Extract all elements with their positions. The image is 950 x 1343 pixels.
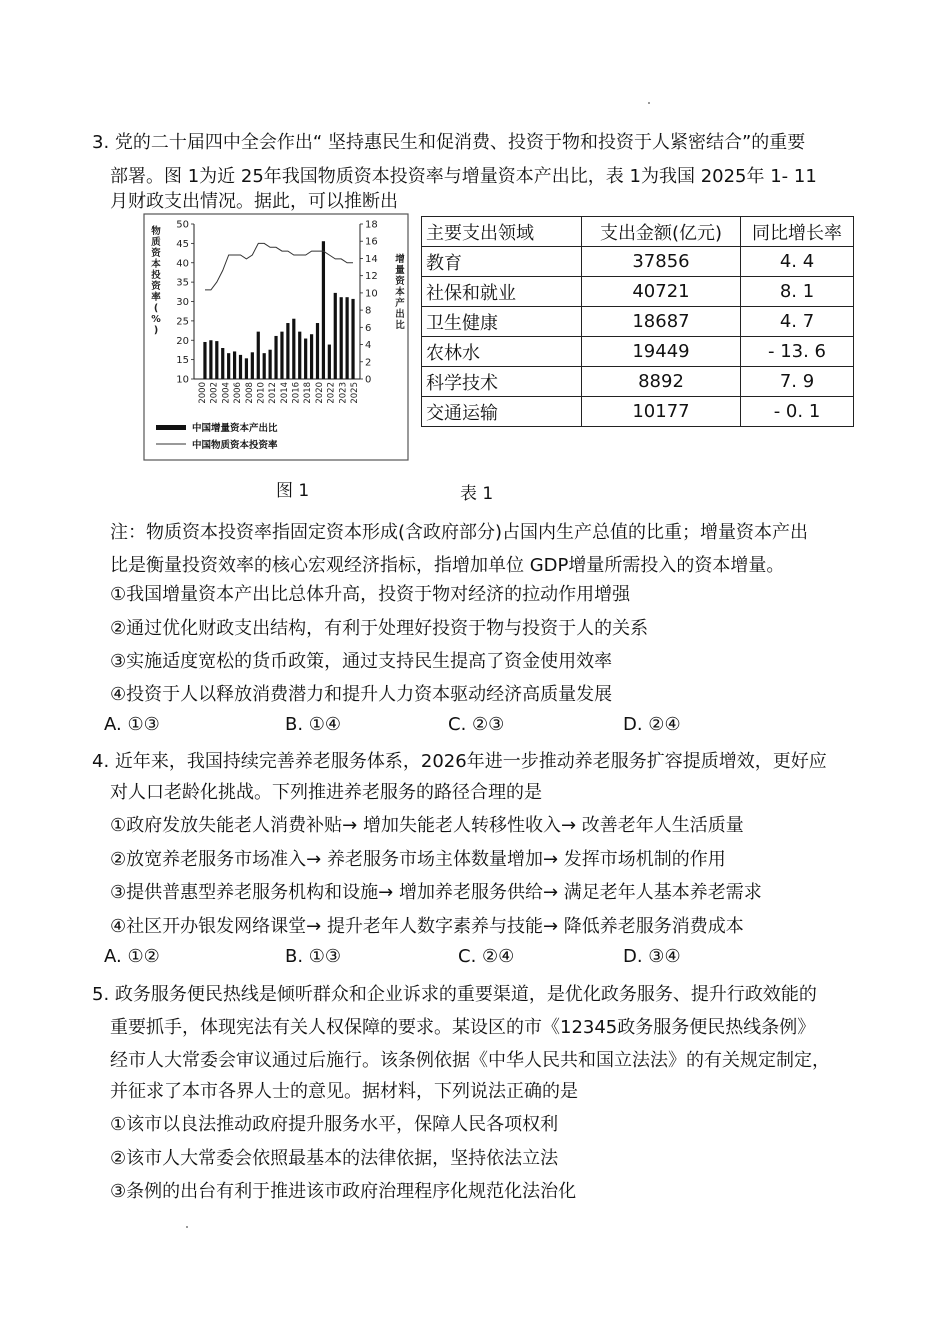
bar-icor <box>298 332 301 379</box>
bar-icor <box>263 353 266 379</box>
q5-statement-1: ①该市以良法推动政府提升服务水平，保障人民各项权利 <box>110 1114 559 1135</box>
x-tick-label: 2002 <box>209 382 220 404</box>
q3-stem-line: 部署。图 1为近 25年我国物质资本投资率与增量资本产出比，表 1为我国 2025年 1- 11 <box>110 166 817 187</box>
x-tick-label: 2022 <box>326 381 337 404</box>
right-axis-title-char: 量 <box>395 265 405 276</box>
left-tick-label: 20 <box>176 335 189 347</box>
right-tick-label: 18 <box>365 219 378 231</box>
right-tick-label: 6 <box>365 322 372 334</box>
left-axis-title-char: 率 <box>151 292 161 303</box>
left-tick-label: 40 <box>176 258 189 270</box>
q3-option-a[interactable]: A. ①③ <box>104 714 160 735</box>
bar-icor <box>245 358 248 379</box>
table-cell: 交通运输 <box>422 397 582 427</box>
x-tick-label: 2018 <box>303 381 314 404</box>
bar-icor <box>269 350 272 379</box>
bar-icor <box>257 332 260 379</box>
x-tick-label: 2008 <box>244 382 255 404</box>
x-tick-label: 2014 <box>279 381 290 404</box>
left-tick-label: 35 <box>176 277 189 289</box>
table-row <box>422 247 854 277</box>
table-cell: 农林水 <box>422 337 582 367</box>
table-cell: 社保和就业 <box>422 277 582 307</box>
q4-option-a[interactable]: A. ①② <box>104 946 160 967</box>
left-tick-label: 25 <box>176 316 189 328</box>
right-axis-title-char: 比 <box>395 320 405 331</box>
q5-stem-line: 并征求了本市各界人士的意见。据材料，下列说法正确的是 <box>110 1081 578 1102</box>
bar-icor <box>215 341 218 379</box>
table-cell: 4. 4 <box>741 247 854 277</box>
bar-icor <box>209 340 212 379</box>
x-tick-label: 2010 <box>256 382 267 404</box>
bar-icor <box>227 353 230 379</box>
table-cell: 4. 7 <box>741 307 854 337</box>
left-axis-title-char: 质 <box>151 237 161 248</box>
table-caption: 表 1 <box>460 484 494 504</box>
scan-dot <box>648 102 650 104</box>
right-tick-label: 2 <box>365 357 372 369</box>
table-cell: - 0. 1 <box>741 397 854 427</box>
line-investment-rate <box>205 243 353 290</box>
q3-statement-4: ④投资于人以释放消费潜力和提升人力资本驱动经济高质量发展 <box>110 684 613 705</box>
x-tick-label: 2000 <box>198 382 208 404</box>
left-axis-title-char: 本 <box>151 259 161 270</box>
left-axis-title-char: % <box>151 314 161 325</box>
q4-statement-3: ③提供普惠型养老服务机构和设施→ 增加养老服务供给→ 满足老年人基本养老需求 <box>110 882 762 903</box>
table-row <box>422 337 854 367</box>
q3-option-d[interactable]: D. ②④ <box>623 714 681 735</box>
bar-icor <box>233 351 236 379</box>
right-axis-title-char: 本 <box>395 287 405 298</box>
right-axis-title-char: 增 <box>395 254 405 265</box>
bar-icor <box>286 323 289 379</box>
table-cell: 18687 <box>582 307 741 337</box>
q4-option-d[interactable]: D. ③④ <box>623 946 681 967</box>
table-row <box>422 277 854 307</box>
bar-icor <box>346 297 349 379</box>
table-row <box>422 397 854 427</box>
legend-bar-swatch <box>156 425 186 430</box>
bar-icor <box>310 334 313 379</box>
q3-stem-line: 3. 党的二十届四中全会作出“ 坚持惠民生和促消费、投资于物和投资于人紧密结合”的重要 <box>92 132 806 153</box>
left-tick-label: 15 <box>176 355 189 367</box>
right-tick-label: 8 <box>365 305 372 317</box>
x-tick-label: 2012 <box>268 382 279 404</box>
right-tick-label: 10 <box>365 288 378 300</box>
q5-statement-3: ③条例的出台有利于推进该市政府治理程序化规范化法治化 <box>110 1181 577 1202</box>
table-1 <box>421 216 854 427</box>
table-cell: 37856 <box>582 247 741 277</box>
right-tick-label: 0 <box>365 374 372 386</box>
q3-stem-line: 月财政支出情况。据此，可以推断出 <box>110 191 398 212</box>
right-axis-title-char: 产 <box>395 298 405 309</box>
left-axis-title-char: 物 <box>151 226 161 237</box>
q3-statement-1: ①我国增量资本产出比总体升高，投资于物对经济的拉动作用增强 <box>110 584 631 605</box>
bar-icor <box>351 299 354 379</box>
x-tick-label: 2023 <box>338 381 349 404</box>
table-cell: - 13. 6 <box>741 337 854 367</box>
bar-icor <box>280 332 283 379</box>
right-axis-title-char: 出 <box>395 309 405 320</box>
table-cell: 科学技术 <box>422 367 582 397</box>
table-header-cell: 同比增长率 <box>741 217 854 247</box>
bar-icor <box>304 339 307 379</box>
bar-icor <box>340 297 343 379</box>
q5-stem-line: 经市人大常委会审议通过后施行。该条例依据《中华人民共和国立法法》的有关规定制定， <box>110 1050 830 1071</box>
legend-line-label: 中国物质资本投资率 <box>192 440 278 451</box>
right-tick-label: 4 <box>365 340 372 352</box>
bar-icor <box>251 352 254 379</box>
bar-icor <box>221 348 224 379</box>
left-tick-label: 50 <box>176 219 189 231</box>
q3-note-line: 注：物质资本投资率指固定资本形成(含政府部分)占国内生产总值的比重；增量资本产出 <box>110 522 809 543</box>
figure-caption: 图 1 <box>276 481 310 501</box>
q5-stem-line: 重要抓手，体现宪法有关人权保障的要求。某设区的市《12345政务服务便民热线条例》 <box>110 1017 816 1038</box>
left-tick-label: 10 <box>176 374 189 386</box>
left-tick-label: 30 <box>176 297 189 308</box>
q3-statement-2: ②通过优化财政支出结构，有利于处理好投资于物与投资于人的关系 <box>110 618 649 639</box>
left-axis-title-char: 资 <box>151 248 161 259</box>
left-axis-title-char: 资 <box>151 281 161 292</box>
q4-statement-2: ②放宽养老服务市场准入→ 养老服务市场主体数量增加→ 发挥市场机制的作用 <box>110 849 726 870</box>
x-tick-label: 2004 <box>221 382 232 404</box>
table-cell: 8892 <box>582 367 741 397</box>
table-row <box>422 367 854 397</box>
q4-option-b[interactable]: B. ①③ <box>285 946 342 967</box>
right-tick-label: 12 <box>365 271 378 283</box>
q3-note-line: 比是衡量投资效率的核心宏观经济指标，指增加单位 GDP增量所需投入的资本增量。 <box>110 555 785 576</box>
table-cell: 19449 <box>582 337 741 367</box>
q3-option-c[interactable]: C. ②③ <box>448 714 505 735</box>
left-axis-title-char: 投 <box>151 270 161 281</box>
q5-stem-line: 5. 政务服务便民热线是倾听群众和企业诉求的重要渠道，是优化政务服务、提升行政效能的 <box>92 984 817 1005</box>
scan-dot <box>186 1226 188 1228</box>
right-tick-label: 16 <box>365 236 378 248</box>
left-axis-title-char: ) <box>153 325 159 336</box>
q4-option-c[interactable]: C. ②④ <box>458 946 515 967</box>
q3-statement-3: ③实施适度宽松的货币政策，通过支持民生提高了资金使用效率 <box>110 651 613 672</box>
x-tick-label: 2016 <box>291 381 302 404</box>
bar-icor <box>322 241 325 379</box>
table-header-cell: 主要支出领域 <box>422 217 582 247</box>
table-cell: 10177 <box>582 397 741 427</box>
table-cell: 7. 9 <box>741 367 854 397</box>
table-header-row <box>422 217 854 247</box>
x-tick-label: 2025 <box>350 382 360 404</box>
table-cell: 卫生健康 <box>422 307 582 337</box>
bar-icor <box>203 342 206 379</box>
table-cell: 教育 <box>422 247 582 277</box>
bar-icor <box>274 336 277 379</box>
x-tick-label: 2020 <box>314 381 325 404</box>
x-tick-label: 2006 <box>233 382 244 404</box>
q4-stem-line: 4. 近年来，我国持续完善养老服务体系，2026年进一步推动养老服务扩容提质增效，更好应 <box>92 751 827 772</box>
table-header-cell: 支出金额(亿元) <box>582 217 741 247</box>
table-cell: 8. 1 <box>741 277 854 307</box>
right-axis-title-char: 资 <box>395 276 405 287</box>
right-tick-label: 14 <box>365 253 378 265</box>
bar-icor <box>292 319 295 379</box>
q5-statement-2: ②该市人大常委会依照最基本的法律依据，坚持依法立法 <box>110 1148 559 1169</box>
figure-1-chart <box>142 212 410 462</box>
table-cell: 40721 <box>582 277 741 307</box>
legend-bar-label: 中国增量资本产出比 <box>192 423 278 434</box>
q4-statement-4: ④社区开办银发网络课堂→ 提升老年人数字素养与技能→ 降低养老服务消费成本 <box>110 916 744 937</box>
q4-statement-1: ①政府发放失能老人消费补贴→ 增加失能老人转移性收入→ 改善老年人生活质量 <box>110 815 744 836</box>
table-row <box>422 307 854 337</box>
bar-icor <box>239 355 242 379</box>
q4-stem-line: 对人口老龄化挑战。下列推进养老服务的路径合理的是 <box>110 782 542 803</box>
bar-icor <box>328 345 331 379</box>
left-tick-label: 45 <box>176 238 189 250</box>
left-axis-title-char: ( <box>153 303 159 314</box>
q3-option-b[interactable]: B. ①④ <box>285 714 342 735</box>
bar-icor <box>334 293 337 379</box>
bar-icor <box>316 323 319 379</box>
